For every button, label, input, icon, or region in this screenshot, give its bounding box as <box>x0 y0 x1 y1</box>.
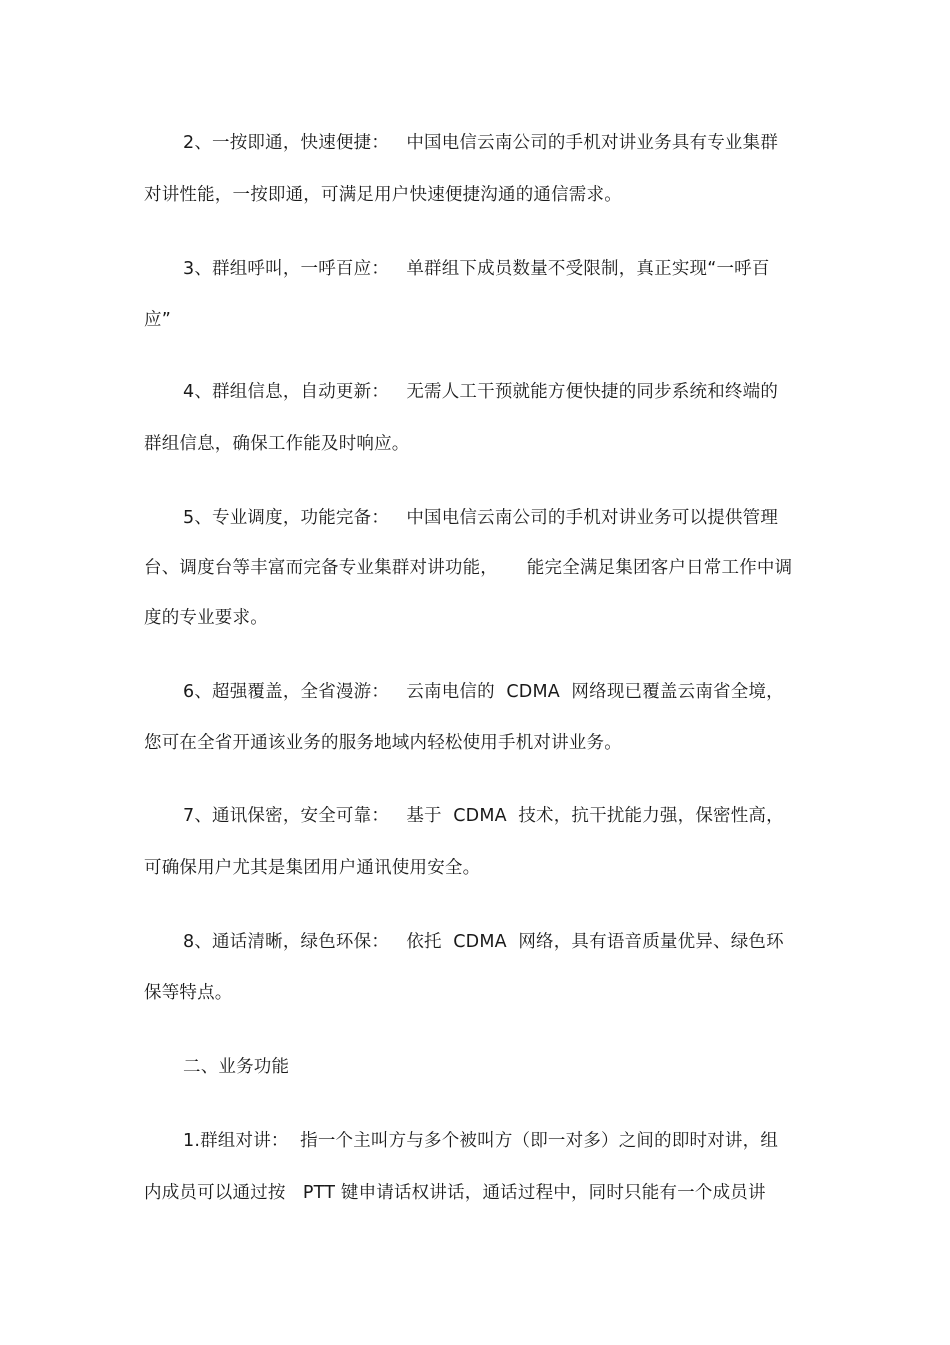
paragraph-line: 台、调度台等丰富而完备专业集群对讲功能， 能完全满足集团客户日常工作中调 <box>144 558 793 578</box>
paragraph-line: 内成员可以通过按 PTT 键申请话权讲话，通话过程中，同时只能有一个成员讲 <box>144 1183 766 1203</box>
paragraph-line: 度的专业要求。 <box>144 608 268 628</box>
paragraph-line: 7、通讯保密，安全可靠： 基于 CDMA 技术，抗干扰能力强，保密性高， <box>183 806 784 826</box>
paragraph-line: 6、超强覆盖，全省漫游： 云南电信的 CDMA 网络现已覆盖云南省全境， <box>183 682 784 702</box>
paragraph-line: 应” <box>144 310 171 330</box>
paragraph-line: 保等特点。 <box>144 983 233 1003</box>
paragraph-line: 您可在全省开通该业务的服务地域内轻松使用手机对讲业务。 <box>144 733 622 753</box>
paragraph-line: 可确保用户尤其是集团用户通讯使用安全。 <box>144 858 481 878</box>
paragraph-line: 1.群组对讲： 指一个主叫方与多个被叫方（即一对多）之间的即时对讲，组 <box>183 1131 779 1151</box>
paragraph-line: 5、专业调度，功能完备： 中国电信云南公司的手机对讲业务可以提供管理 <box>183 508 779 528</box>
paragraph-line: 8、通话清晰，绿色环保： 依托 CDMA 网络，具有语音质量优异、绿色环 <box>183 932 784 952</box>
paragraph-line: 3、群组呼叫，一呼百应： 单群组下成员数量不受限制，真正实现“一呼百 <box>183 259 770 279</box>
paragraph-line: 群组信息，确保工作能及时响应。 <box>144 434 410 454</box>
paragraph-line: 对讲性能，一按即通，可满足用户快速便捷沟通的通信需求。 <box>144 185 622 205</box>
paragraph-line: 2、一按即通，快速便捷： 中国电信云南公司的手机对讲业务具有专业集群 <box>183 133 779 153</box>
paragraph-line: 4、群组信息，自动更新： 无需人工干预就能方便快捷的同步系统和终端的 <box>183 382 779 402</box>
section-heading: 二、业务功能 <box>183 1057 290 1077</box>
